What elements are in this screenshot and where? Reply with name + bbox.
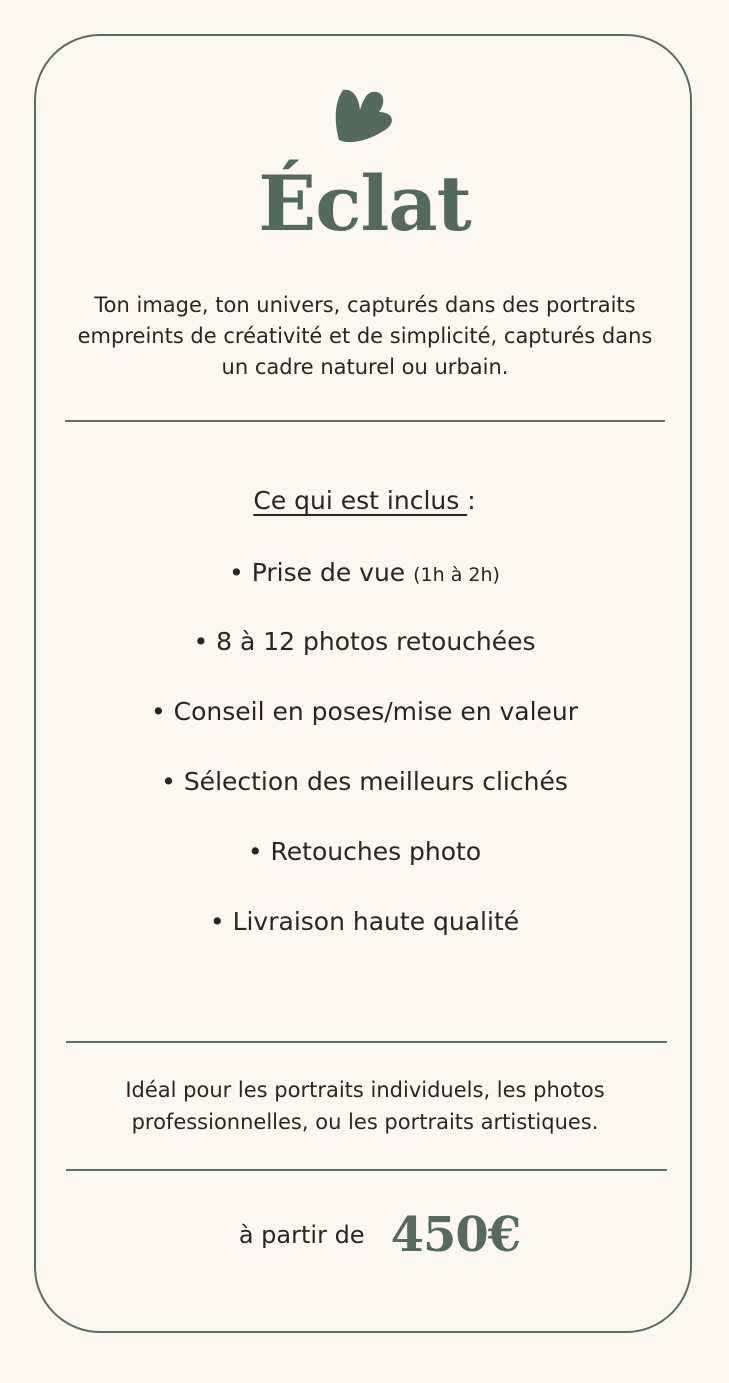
- feature-item: [0, 556, 729, 592]
- feature-text: Prise de vue: [251, 558, 406, 587]
- leaf-icon: [333, 86, 397, 146]
- divider-middle: [66, 1041, 667, 1043]
- feature-bullet: •: [193, 627, 209, 656]
- feature-bullet: •: [209, 907, 225, 936]
- feature-bullet: •: [247, 837, 263, 866]
- included-heading: [0, 484, 729, 518]
- price-prefix: à partir de: [238, 1221, 365, 1249]
- feature-item: [0, 695, 729, 729]
- feature-note: (1h à 2h): [413, 564, 500, 586]
- feature-text: Livraison haute qualité: [232, 907, 520, 936]
- included-heading-label: Ce qui est inclus: [253, 486, 468, 515]
- price-row: [0, 1200, 729, 1270]
- feature-item: [0, 765, 729, 799]
- package-intro: Ton image, ton univers, capturés dans des portraits empreints de créativité et de simplicité, capturés dans un cadre naturel ou urbain.: [77, 293, 653, 379]
- feature-bullet: •: [150, 697, 166, 726]
- feature-text: Conseil en poses/mise en valeur: [173, 697, 579, 726]
- feature-item: [0, 835, 729, 869]
- divider-top: [65, 420, 665, 422]
- feature-text: Sélection des meilleurs clichés: [183, 767, 568, 796]
- feature-bullet: •: [161, 767, 176, 796]
- feature-text: 8 à 12 photos retouchées: [216, 627, 536, 656]
- price-value: 450€: [390, 1207, 521, 1263]
- feature-item: [0, 905, 729, 939]
- feature-item: [0, 625, 729, 659]
- feature-text: Retouches photo: [270, 837, 482, 866]
- ideal-for-text: Idéal pour les portraits individuels, les photos professionnelles, ou les portraits artistiques.: [125, 1078, 605, 1134]
- included-heading-colon: :: [467, 486, 476, 515]
- feature-bullet: •: [229, 558, 244, 587]
- package-title: Éclat: [258, 159, 471, 248]
- divider-bottom: [66, 1169, 667, 1171]
